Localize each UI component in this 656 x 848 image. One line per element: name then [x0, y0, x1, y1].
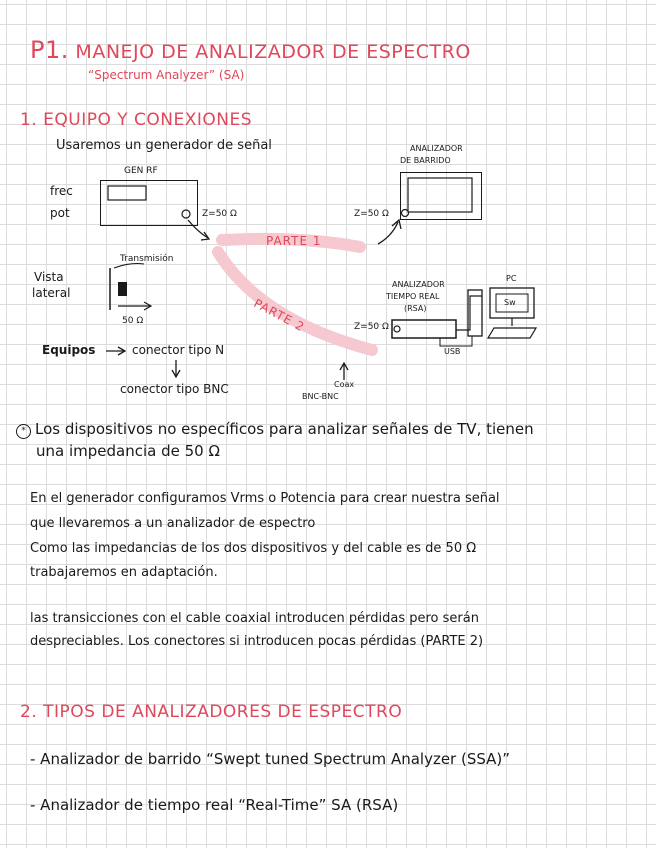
- part2-highlight: [218, 252, 372, 350]
- para1-line1: En el generador configuramos Vrms o Potencia para crear nuestra señal: [30, 491, 500, 506]
- para1-line2: que llevaremos a un analizador de espectro: [30, 516, 316, 531]
- side-view-connector: [118, 282, 127, 296]
- gen-rf-label: GEN RF: [124, 166, 158, 176]
- rsa-label-3: (RSA): [404, 304, 427, 313]
- rsa-label-1: ANALIZADOR: [392, 280, 445, 289]
- title-prefix: P1.: [30, 36, 69, 64]
- swept-label-1: ANALIZADOR: [410, 144, 463, 153]
- swept-analyzer-box: [400, 172, 482, 220]
- title-text: MANEJO DE ANALIZADOR DE ESPECTRO: [75, 41, 471, 63]
- rsa-label-2: TIEMPO REAL: [386, 292, 440, 301]
- section1-heading: 1. EQUIPO Y CONEXIONES: [20, 110, 253, 130]
- swept-label-2: DE BARRIDO: [400, 156, 451, 165]
- para1-line3: Como las impedancias de los dos dispositivos y del cable es de 50 Ω: [30, 541, 477, 556]
- pc-label: PC: [506, 274, 517, 283]
- star-note-text-1: Los dispositivos no específicos para analizar señales de TV, tienen: [35, 420, 534, 438]
- para2-line2: despreciables. Los conectores si introducen pocas pérdidas (PARTE 2): [30, 634, 484, 649]
- part2-label: PARTE 2: [251, 296, 308, 335]
- usb-cable: [456, 296, 482, 330]
- star-note-line2: una impedancia de 50 Ω: [36, 442, 220, 460]
- usb-label: USB: [444, 347, 461, 356]
- transmission-label: Transmisión: [120, 254, 174, 264]
- swept-impedance: Z=50 Ω: [354, 209, 389, 219]
- connector-bnc: conector tipo BNC: [120, 382, 229, 396]
- side-view-label-2: lateral: [32, 286, 71, 300]
- para1-line4: trabajaremos en adaptación.: [30, 565, 218, 580]
- pot-label: pot: [50, 206, 70, 220]
- swept-arrow: [378, 222, 398, 244]
- gen-impedance: Z=50 Ω: [202, 209, 237, 219]
- section2-item2: - Analizador de tiempo real “Real-Time” SA (RSA): [30, 796, 399, 814]
- pc-screen-label: Sw: [504, 298, 516, 307]
- side-view-label-1: Vista: [34, 270, 64, 284]
- section2-item1: - Analizador de barrido “Swept tuned Spectrum Analyzer (SSA)”: [30, 750, 511, 768]
- coax-label-2: BNC-BNC: [302, 392, 339, 401]
- section1-intro: Usaremos un generador de señal: [56, 138, 272, 153]
- frec-label: frec: [50, 184, 73, 198]
- coax-label-1: Coax: [334, 380, 355, 389]
- pc-keyboard: [488, 328, 536, 338]
- page-subtitle: “Spectrum Analyzer” (SA): [88, 68, 245, 82]
- star-note-line1: [16, 420, 534, 439]
- connector-n: conector tipo N: [132, 343, 225, 357]
- rsa-impedance: Z=50 Ω: [354, 322, 389, 332]
- equipos-label: Equipos: [42, 343, 96, 357]
- side-impedance: 50 Ω: [122, 316, 144, 326]
- star-note-icon: *: [16, 424, 31, 439]
- part1-label: PARTE 1: [266, 234, 322, 248]
- section2-heading: 2. TIPOS DE ANALIZADORES DE ESPECTRO: [20, 702, 403, 722]
- rsa-box: [392, 320, 456, 338]
- gen-rf-box: [100, 180, 198, 226]
- para2-line1: las transicciones con el cable coaxial introducen pérdidas pero serán: [30, 611, 479, 626]
